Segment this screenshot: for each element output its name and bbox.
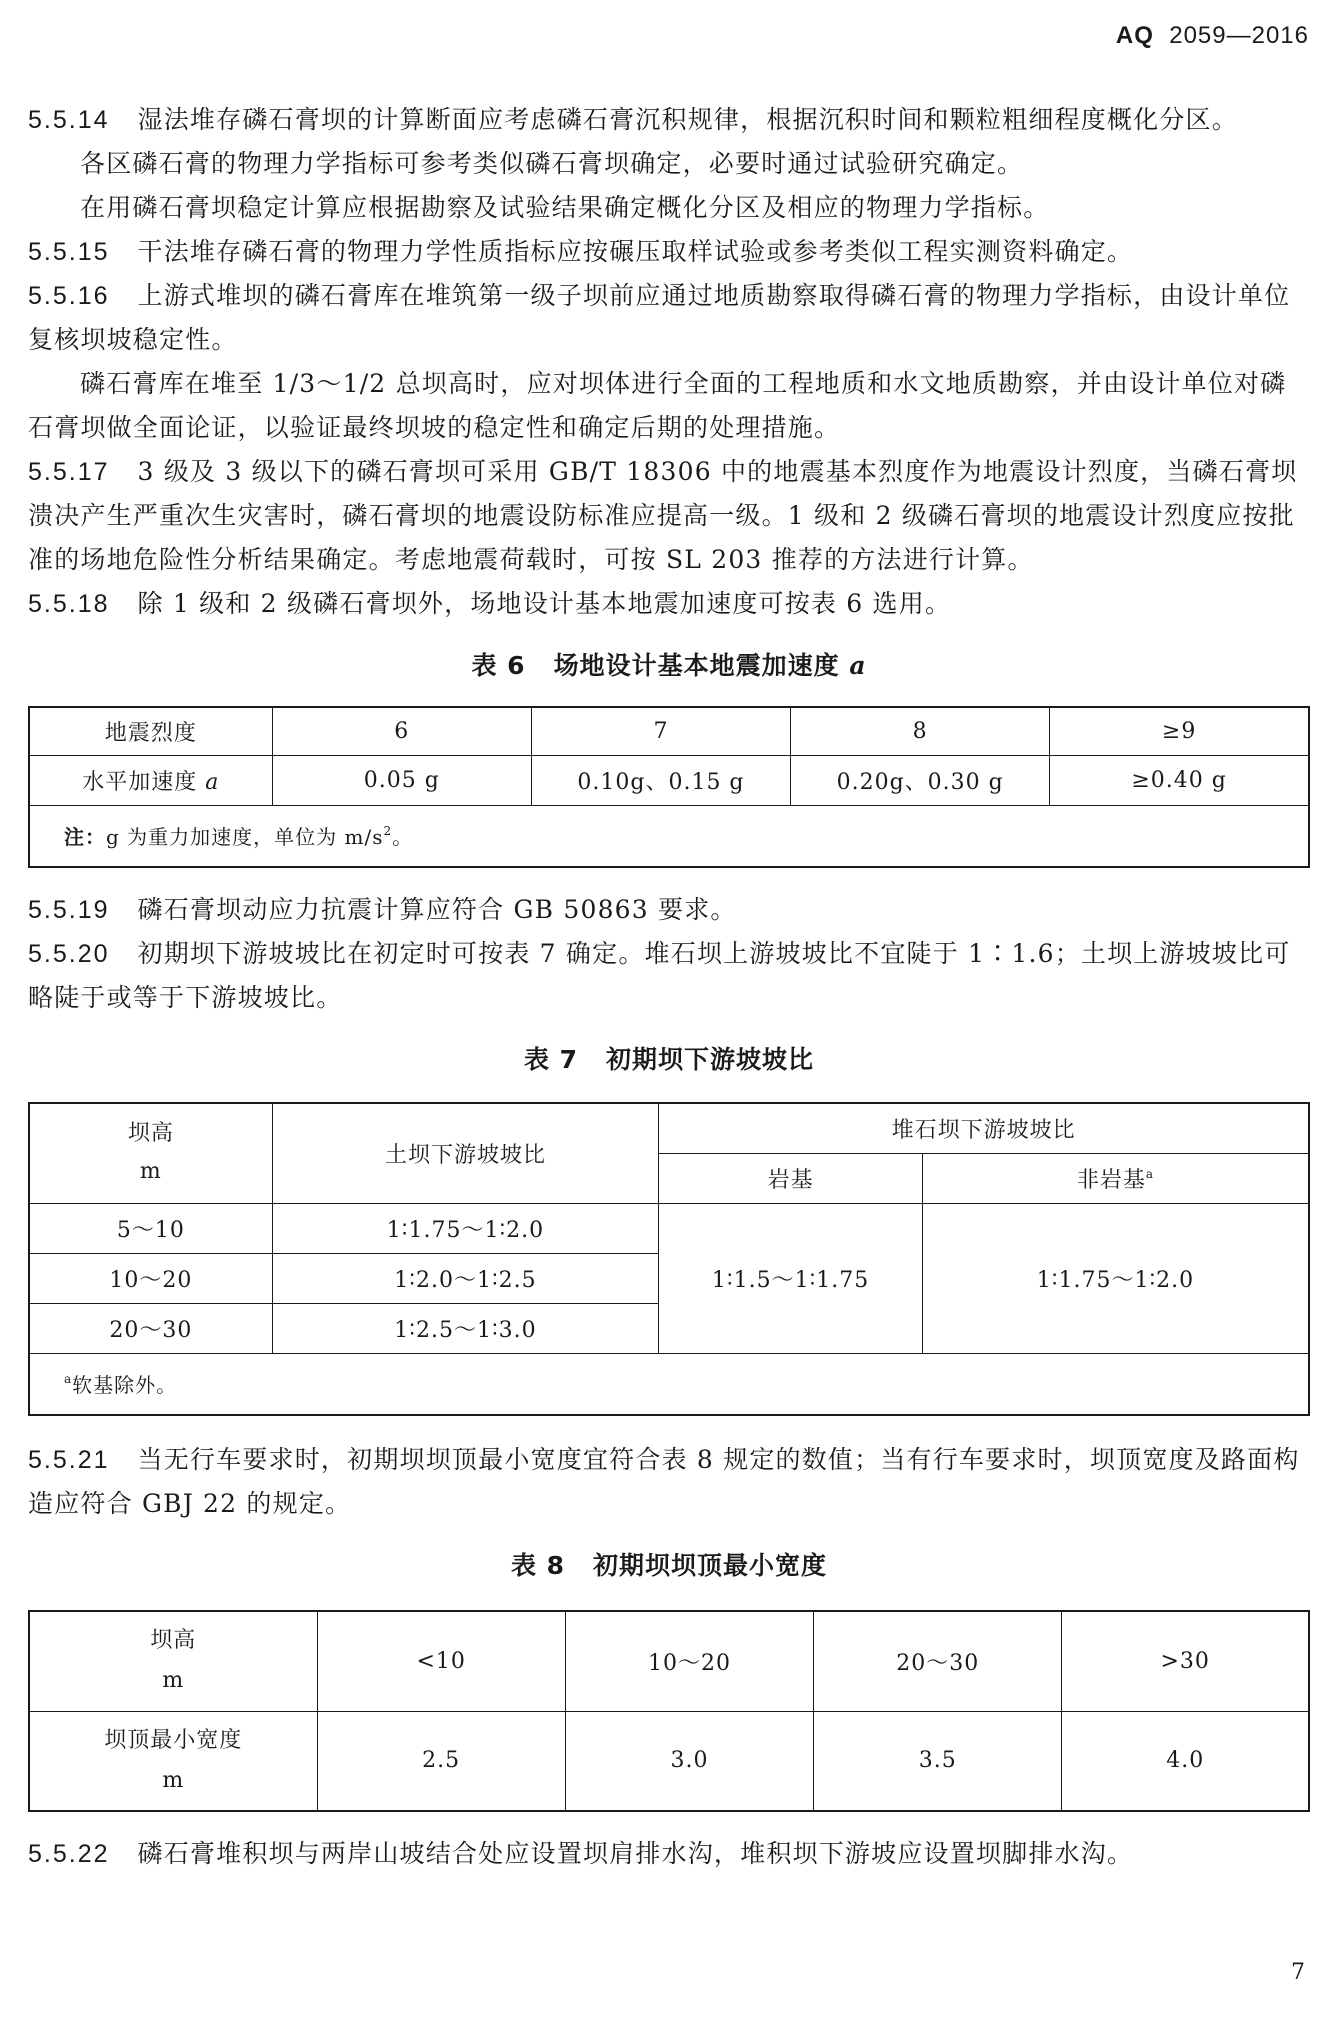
- document-code: AQ 2059—2016: [1115, 22, 1309, 49]
- table6-cell: 8: [791, 707, 1050, 755]
- table6-header-intensity: 地震烈度: [29, 707, 272, 755]
- table7-footnote: $^a$软基除外。: [29, 1353, 1309, 1415]
- table7-cell: 1∶2.5～1∶3.0: [272, 1303, 659, 1353]
- table7-cell: 1∶2.0～1∶2.5: [272, 1253, 659, 1303]
- table8-cell: 2.5: [317, 1711, 565, 1811]
- table6-header-acceleration: 水平加速度 a: [29, 755, 272, 805]
- clause-5-5-19: 5.5.19 磷石膏坝动应力抗震计算应符合 GB 50863 要求。: [28, 895, 737, 924]
- table7-cell-nonrock-base: 1∶1.75～1∶2.0: [922, 1203, 1309, 1353]
- clause-5-5-14-para-2: 各区磷石膏的物理力学指标可参考类似磷石膏坝确定，必要时通过试验研究确定。: [80, 149, 1024, 178]
- table8-cell: 4.0: [1062, 1711, 1309, 1811]
- table-8-caption: 表 8 初期坝坝顶最小宽度: [510, 1551, 828, 1580]
- table8-header-width: 坝顶最小宽度 m: [29, 1711, 317, 1811]
- table8-header-height: 坝高 m: [29, 1611, 317, 1711]
- table6-cell: 0.05 g: [272, 755, 531, 805]
- clause-5-5-20: 5.5.20 初期坝下游坡坡比在初定时可按表 7 确定。堆石坝上游坡坡比不宜陡于 1∶1.6；土坝上游坡坡比可略陡于或等于下游坡坡比。: [28, 939, 1291, 1012]
- table6-cell: 0.10g、0.15 g: [531, 755, 790, 805]
- table7-cell: 5～10: [29, 1203, 272, 1253]
- table6-cell: 0.20g、0.30 g: [791, 755, 1050, 805]
- page-number: 7: [1291, 1960, 1305, 1985]
- table-6-caption: 表 6 场地设计基本地震加速度 a: [471, 651, 867, 680]
- table7-header-earth-slope: 土坝下游坡坡比: [272, 1103, 659, 1203]
- table-7: [28, 1102, 1310, 1416]
- table7-header-height: 坝高 m: [29, 1103, 272, 1203]
- table7-header-nonrock-base: 非岩基$^a$: [922, 1153, 1309, 1203]
- table7-header-rockfill-slope: 堆石坝下游坡坡比: [659, 1103, 1309, 1153]
- table7-header-rock-base: 岩基: [659, 1153, 923, 1203]
- clause-5-5-15: 5.5.15 干法堆存磷石膏的物理力学性质指标应按碾压取样试验或参考类似工程实测资料确定。: [28, 237, 1134, 266]
- clause-5-5-16-para-2: 磷石膏库在堆至 1/3～1/2 总坝高时，应对坝体进行全面的工程地质和水文地质勘察，并由设计单位对磷石膏坝做全面论证，以验证最终坝坡的稳定性和确定后期的处理措施。: [28, 369, 1287, 442]
- table8-cell: 10～20: [565, 1611, 813, 1711]
- clause-5-5-18: 5.5.18 除 1 级和 2 级磷石膏坝外，场地设计基本地震加速度可按表 6 选用。: [28, 589, 952, 618]
- table7-cell: 10～20: [29, 1253, 272, 1303]
- table6-cell: 7: [531, 707, 790, 755]
- table6-cell: ≥0.40 g: [1050, 755, 1309, 805]
- clause-5-5-14-para-3: 在用磷石膏坝稳定计算应根据勘察及试验结果确定概化分区及相应的物理力学指标。: [80, 193, 1050, 222]
- table7-cell-rock-base: 1∶1.5～1∶1.75: [659, 1203, 923, 1353]
- table8-cell: 3.0: [565, 1711, 813, 1811]
- clause-5-5-21: 5.5.21 当无行车要求时，初期坝坝顶最小宽度宜符合表 8 规定的数值；当有行车要求时，坝顶宽度及路面构造应符合 GBJ 22 的规定。: [28, 1445, 1300, 1518]
- table7-cell: 1∶1.75～1∶2.0: [272, 1203, 659, 1253]
- clause-5-5-14: 5.5.14 湿法堆存磷石膏坝的计算断面应考虑磷石膏沉积规律，根据沉积时间和颗粒粗细程度概化分区。: [28, 105, 1238, 134]
- table6-cell: ≥9: [1050, 707, 1309, 755]
- table-7-caption: 表 7 初期坝下游坡坡比: [523, 1045, 815, 1074]
- table7-cell: 20～30: [29, 1303, 272, 1353]
- clause-5-5-16: 5.5.16 上游式堆坝的磷石膏库在堆筑第一级子坝前应通过地质勘察取得磷石膏的物理力学指标，由设计单位复核坝坡稳定性。: [28, 281, 1291, 354]
- table-6: [28, 706, 1310, 868]
- table6-cell: 6: [272, 707, 531, 755]
- page-content: [28, 98, 1310, 1876]
- table8-cell: <10: [317, 1611, 565, 1711]
- table8-cell: >30: [1062, 1611, 1309, 1711]
- table6-note: 注：g 为重力加速度，单位为 $m/s^2$。: [29, 805, 1309, 867]
- clause-5-5-22: 5.5.22 磷石膏堆积坝与两岸山坡结合处应设置坝肩排水沟，堆积坝下游坡应设置坝脚排水沟。: [28, 1839, 1134, 1868]
- clause-5-5-17: 5.5.17 3 级及 3 级以下的磷石膏坝可采用 GB/T 18306 中的地震基本烈度作为地震设计烈度，当磷石膏坝溃决产生严重次生灾害时，磷石膏坝的地震设防标准应提高一级。1 级和 2 级磷石膏坝的地震设计烈度应按批准的场地危险性分析结果确定。考虑地震荷载时，可按 SL 203 推荐的方法进行计算。: [28, 457, 1298, 574]
- table8-cell: 20～30: [814, 1611, 1062, 1711]
- table8-cell: 3.5: [814, 1711, 1062, 1811]
- table-8: [28, 1610, 1310, 1812]
